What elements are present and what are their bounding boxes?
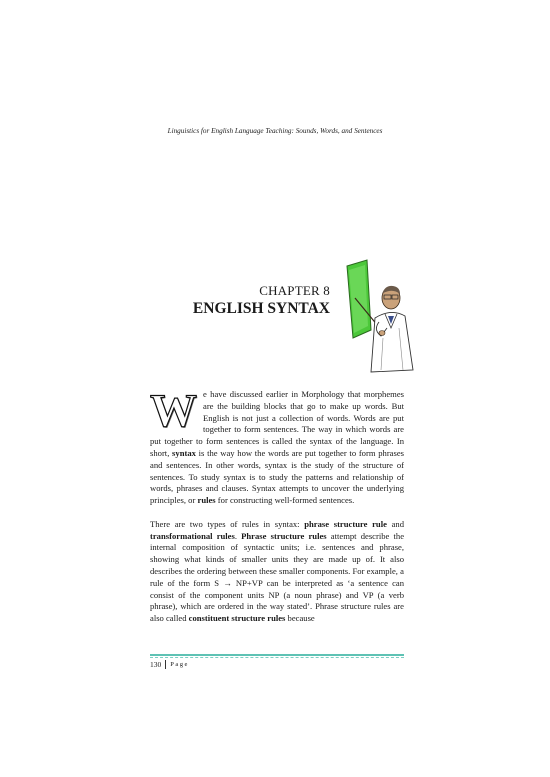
page-footer: [150, 660, 189, 669]
bold-term: syntax: [172, 447, 196, 458]
paragraph-rules: [150, 519, 404, 625]
dropcap: W: [150, 385, 197, 437]
bold-term: rules: [197, 495, 216, 506]
text-run: is the way how the words are put together to form phrases and sentences. In other words, syntax is the study of the structure of sentences. To study syntax is to study the patterns and relationship of words, phrases and clauses. Syntax attempts to uncover the underlying principles, or: [150, 447, 404, 506]
text-run: and: [386, 518, 404, 529]
chapter-title: ENGLISH SYNTAX: [192, 300, 330, 317]
text-run: attempt describe the internal composition of syntactic units; i.e. sentences and phrase, showing what kinds of smaller units they are made up of. It also describes the ordering between these smaller components. For example, a rule of the form S → NP+VP can be interpreted as ‘a sentence can consist of the component units NP (a noun phrase) and VP (a verb phrase), which are ordered in the way stated’. Phrase structure rules are also called: [150, 530, 405, 624]
body-text: [150, 385, 405, 625]
teacher-pointing-at-board-icon: [333, 258, 417, 376]
footer-rule-secondary: [150, 657, 404, 658]
page-number: 130: [150, 660, 166, 669]
paragraph-intro: [150, 385, 404, 507]
text-run: .: [234, 530, 242, 541]
bold-term: Phrase structure rules: [241, 530, 327, 541]
text-run: e have discussed earlier in Morphology that morphemes are the building blocks that go to make up words. But English is not just a collection of words. Words are put together to form sentences. The way in which words are put together to form sentences is called the syntax of the language. In short,: [150, 389, 404, 458]
bold-term: constituent structure rules: [188, 613, 286, 624]
chapter-label: CHAPTER 8: [259, 283, 330, 298]
text-run: because: [285, 613, 315, 624]
bold-term: phrase structure rule: [304, 518, 387, 529]
bold-term: transformational rules: [150, 530, 235, 541]
chapter-heading: [150, 283, 330, 318]
text-run: There are two types of rules in syntax:: [150, 518, 305, 529]
footer-rule: [150, 654, 404, 656]
text-run: for constructing well-formed sentences.: [215, 495, 355, 506]
running-header: Linguistics for English Language Teaching: Sounds, Words, and Sentences: [167, 127, 383, 135]
page-word: Page: [170, 661, 189, 668]
